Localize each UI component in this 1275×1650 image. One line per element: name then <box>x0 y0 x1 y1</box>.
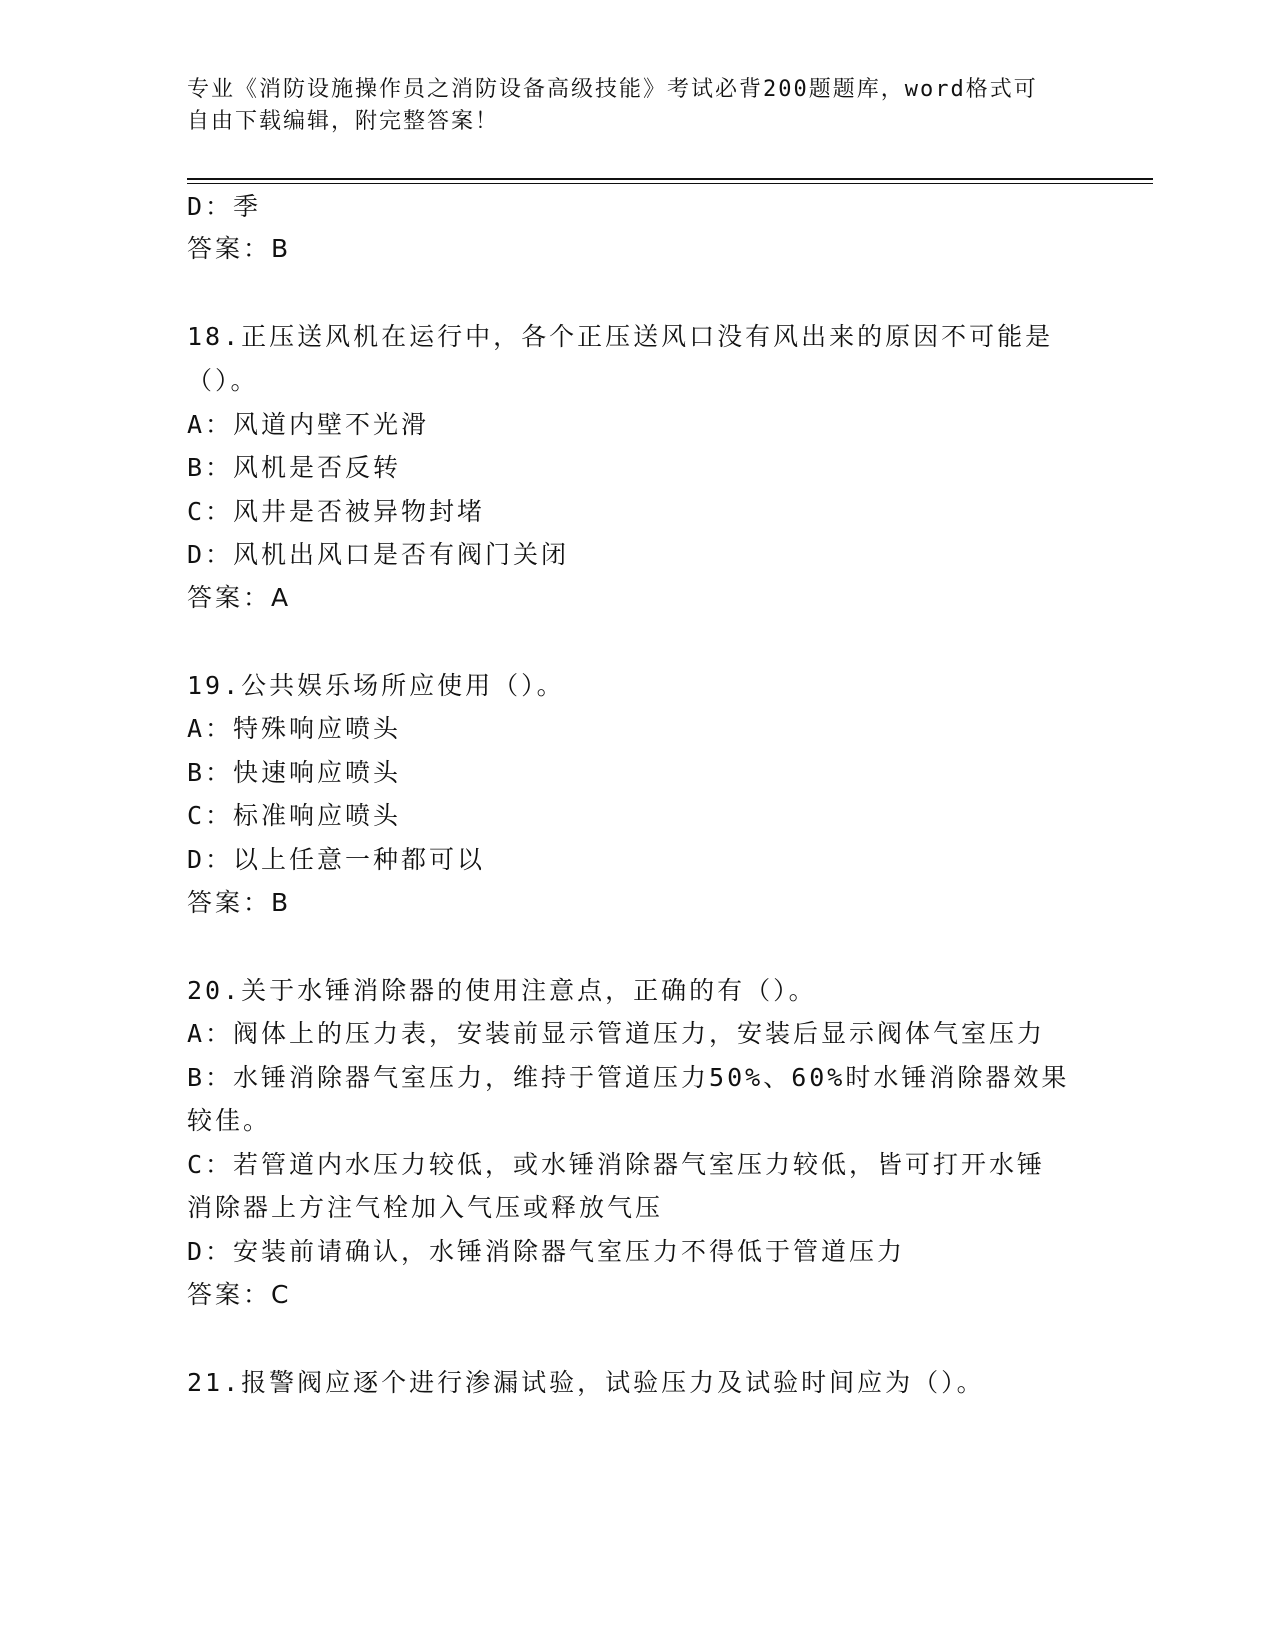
header-line-2: 自由下载编辑，附完整答案！ <box>187 109 500 134</box>
q19-option-a: A：特殊响应喷头 <box>187 714 402 743</box>
q18-stem-line-2: （）。 <box>187 366 259 395</box>
q20-answer: 答案：C <box>187 1280 292 1309</box>
q19-stem: 19.公共娱乐场所应使用（）。 <box>187 671 565 700</box>
prev-option-d: D：季 <box>187 192 262 221</box>
header-divider-thin <box>187 183 1153 184</box>
q20-option-c-line-2: 消除器上方注气栓加入气压或释放气压 <box>187 1193 664 1222</box>
q20-stem: 20.关于水锤消除器的使用注意点，正确的有（）。 <box>187 976 817 1005</box>
page-header <box>187 74 1067 138</box>
q20-option-b-line-2: 较佳。 <box>187 1106 272 1135</box>
q19-option-d: D：以上任意一种都可以 <box>187 845 486 874</box>
q20-option-d: D：安装前请确认，水锤消除器气室压力不得低于管道压力 <box>187 1237 906 1266</box>
q18-stem-line-1: 18.正压送风机在运行中，各个正压送风口没有风出来的原因不可能是 <box>187 322 1054 351</box>
q18-option-a: A：风道内壁不光滑 <box>187 410 430 439</box>
q21-stem: 21.报警阀应逐个进行渗漏试验，试验压力及试验时间应为（）。 <box>187 1368 985 1397</box>
q19-option-c: C：标准响应喷头 <box>187 801 402 830</box>
q18-answer: 答案：A <box>187 583 292 612</box>
header-line-1: 专业《消防设施操作员之消防设备高级技能》考试必背200题题库，word格式可 <box>187 77 1038 102</box>
prev-answer: 答案：B <box>187 234 292 263</box>
header-divider-thick <box>187 178 1153 180</box>
q20-option-a: A：阀体上的压力表，安装前显示管道压力，安装后显示阀体气室压力 <box>187 1019 1046 1048</box>
q18-option-c: C：风井是否被异物封堵 <box>187 497 486 526</box>
q19-answer: 答案：B <box>187 888 292 917</box>
q19-option-b: B：快速响应喷头 <box>187 758 402 787</box>
q18-option-d: D：风机出风口是否有阀门关闭 <box>187 540 570 569</box>
q20-option-c-line-1: C：若管道内水压力较低，或水锤消除器气室压力较低，皆可打开水锤 <box>187 1150 1046 1179</box>
q20-option-b-line-1: B：水锤消除器气室压力，维持于管道压力50%、60%时水锤消除器效果 <box>187 1063 1070 1092</box>
q18-option-b: B：风机是否反转 <box>187 453 402 482</box>
